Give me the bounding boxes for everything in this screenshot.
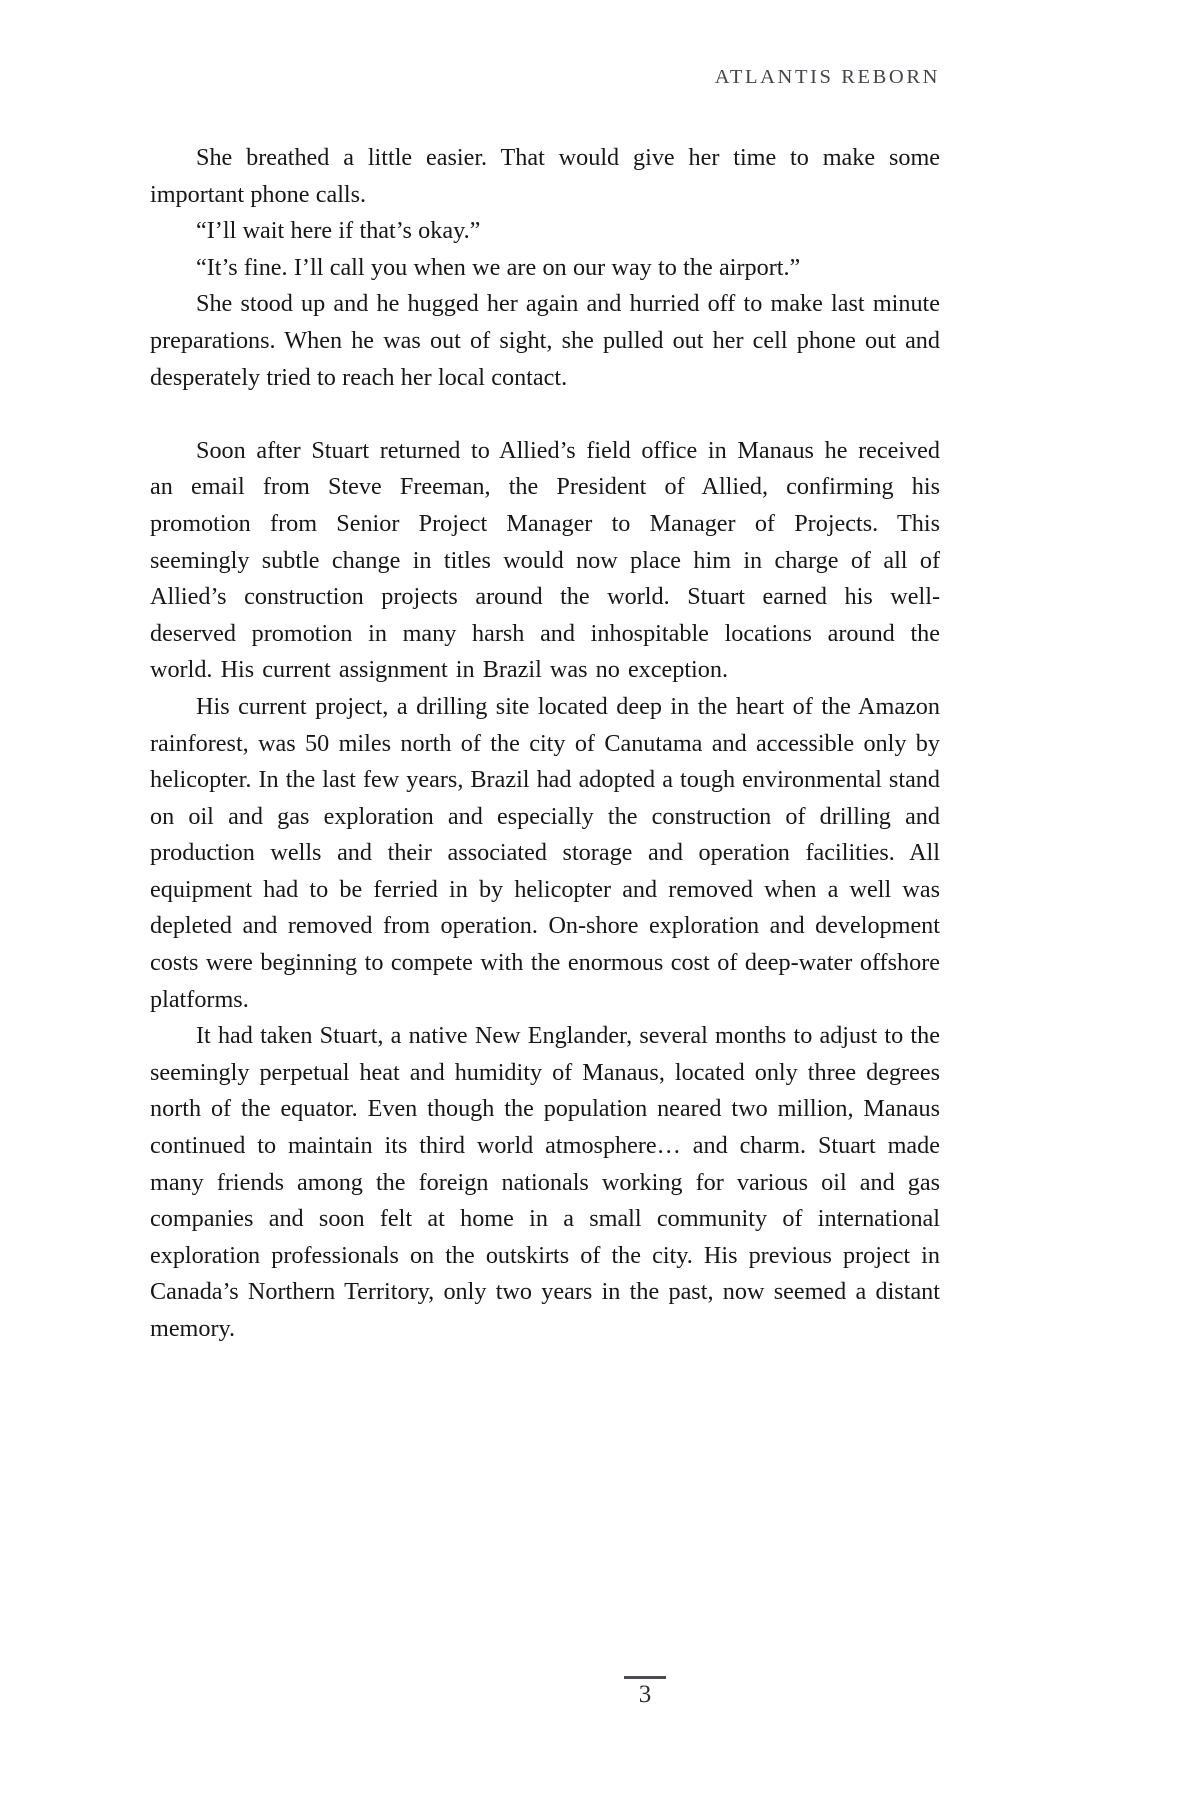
page-number: 3 <box>638 1680 652 1708</box>
page-folio <box>0 1676 1200 1709</box>
running-header-title: ATLANTIS REBORN <box>714 66 940 88</box>
paragraph-1: She breathed a little easier. That would give her time to make some important phone calls. <box>150 144 940 208</box>
dialogue-line-1: “I’ll wait here if that’s okay.” <box>196 217 481 245</box>
paragraph-4: His current project, a drilling site located deep in the heart of the Amazon rainforest, was 50 miles north of the city of Canutama and accessible only by helicopter. In the last few years, Brazil had adopted a tough environmental stand on oil and gas exploration and especially the construction of drilling and production wells and their associated storage and operation facilities. All equipment had to be ferried in by helicopter and removed when a well was depleted and removed from operation. On-shore exploration and development costs were beginning to compete with the enormous cost of deep-water offshore platforms. <box>150 692 940 1013</box>
paragraph-2: She stood up and he hugged her again and hurried off to make last minute preparations. When he was out of sight, she pulled out her cell phone out and desperately tried to reach her local contact. <box>150 290 940 391</box>
body-text-block <box>150 140 940 1348</box>
paragraph-3: Soon after Stuart returned to Allied’s field office in Manaus he received an email from Steve Freeman, the President of Allied, confirming his promotion from Senior Project Manager to Manager of Projects. This seemingly subtle change in titles would now place him in charge of all of Allied’s construction projects around the world. Stuart earned his well-deserved promotion in many harsh and inhospitable locations around the world. His current assignment in Brazil was no exception. <box>150 436 940 684</box>
folio-rule <box>624 1676 666 1679</box>
dialogue-line-2: “It’s fine. I’ll call you when we are on our way to the airport.” <box>196 253 801 281</box>
paragraph-5: It had taken Stuart, a native New Englander, several months to adjust to the seemingly perpetual heat and humidity of Manaus, located only three degrees north of the equator. Even though the population neared two million, Manaus continued to maintain its third world atmosphere… and charm. Stuart made many friends among the foreign nationals working for various oil and gas companies and soon felt at home in a small community of international exploration professionals on the outskirts of the city. His previous project in Canada’s Northern Territory, only two years in the past, now seemed a distant memory. <box>150 1022 940 1342</box>
paragraph-break-spacer <box>150 396 940 433</box>
